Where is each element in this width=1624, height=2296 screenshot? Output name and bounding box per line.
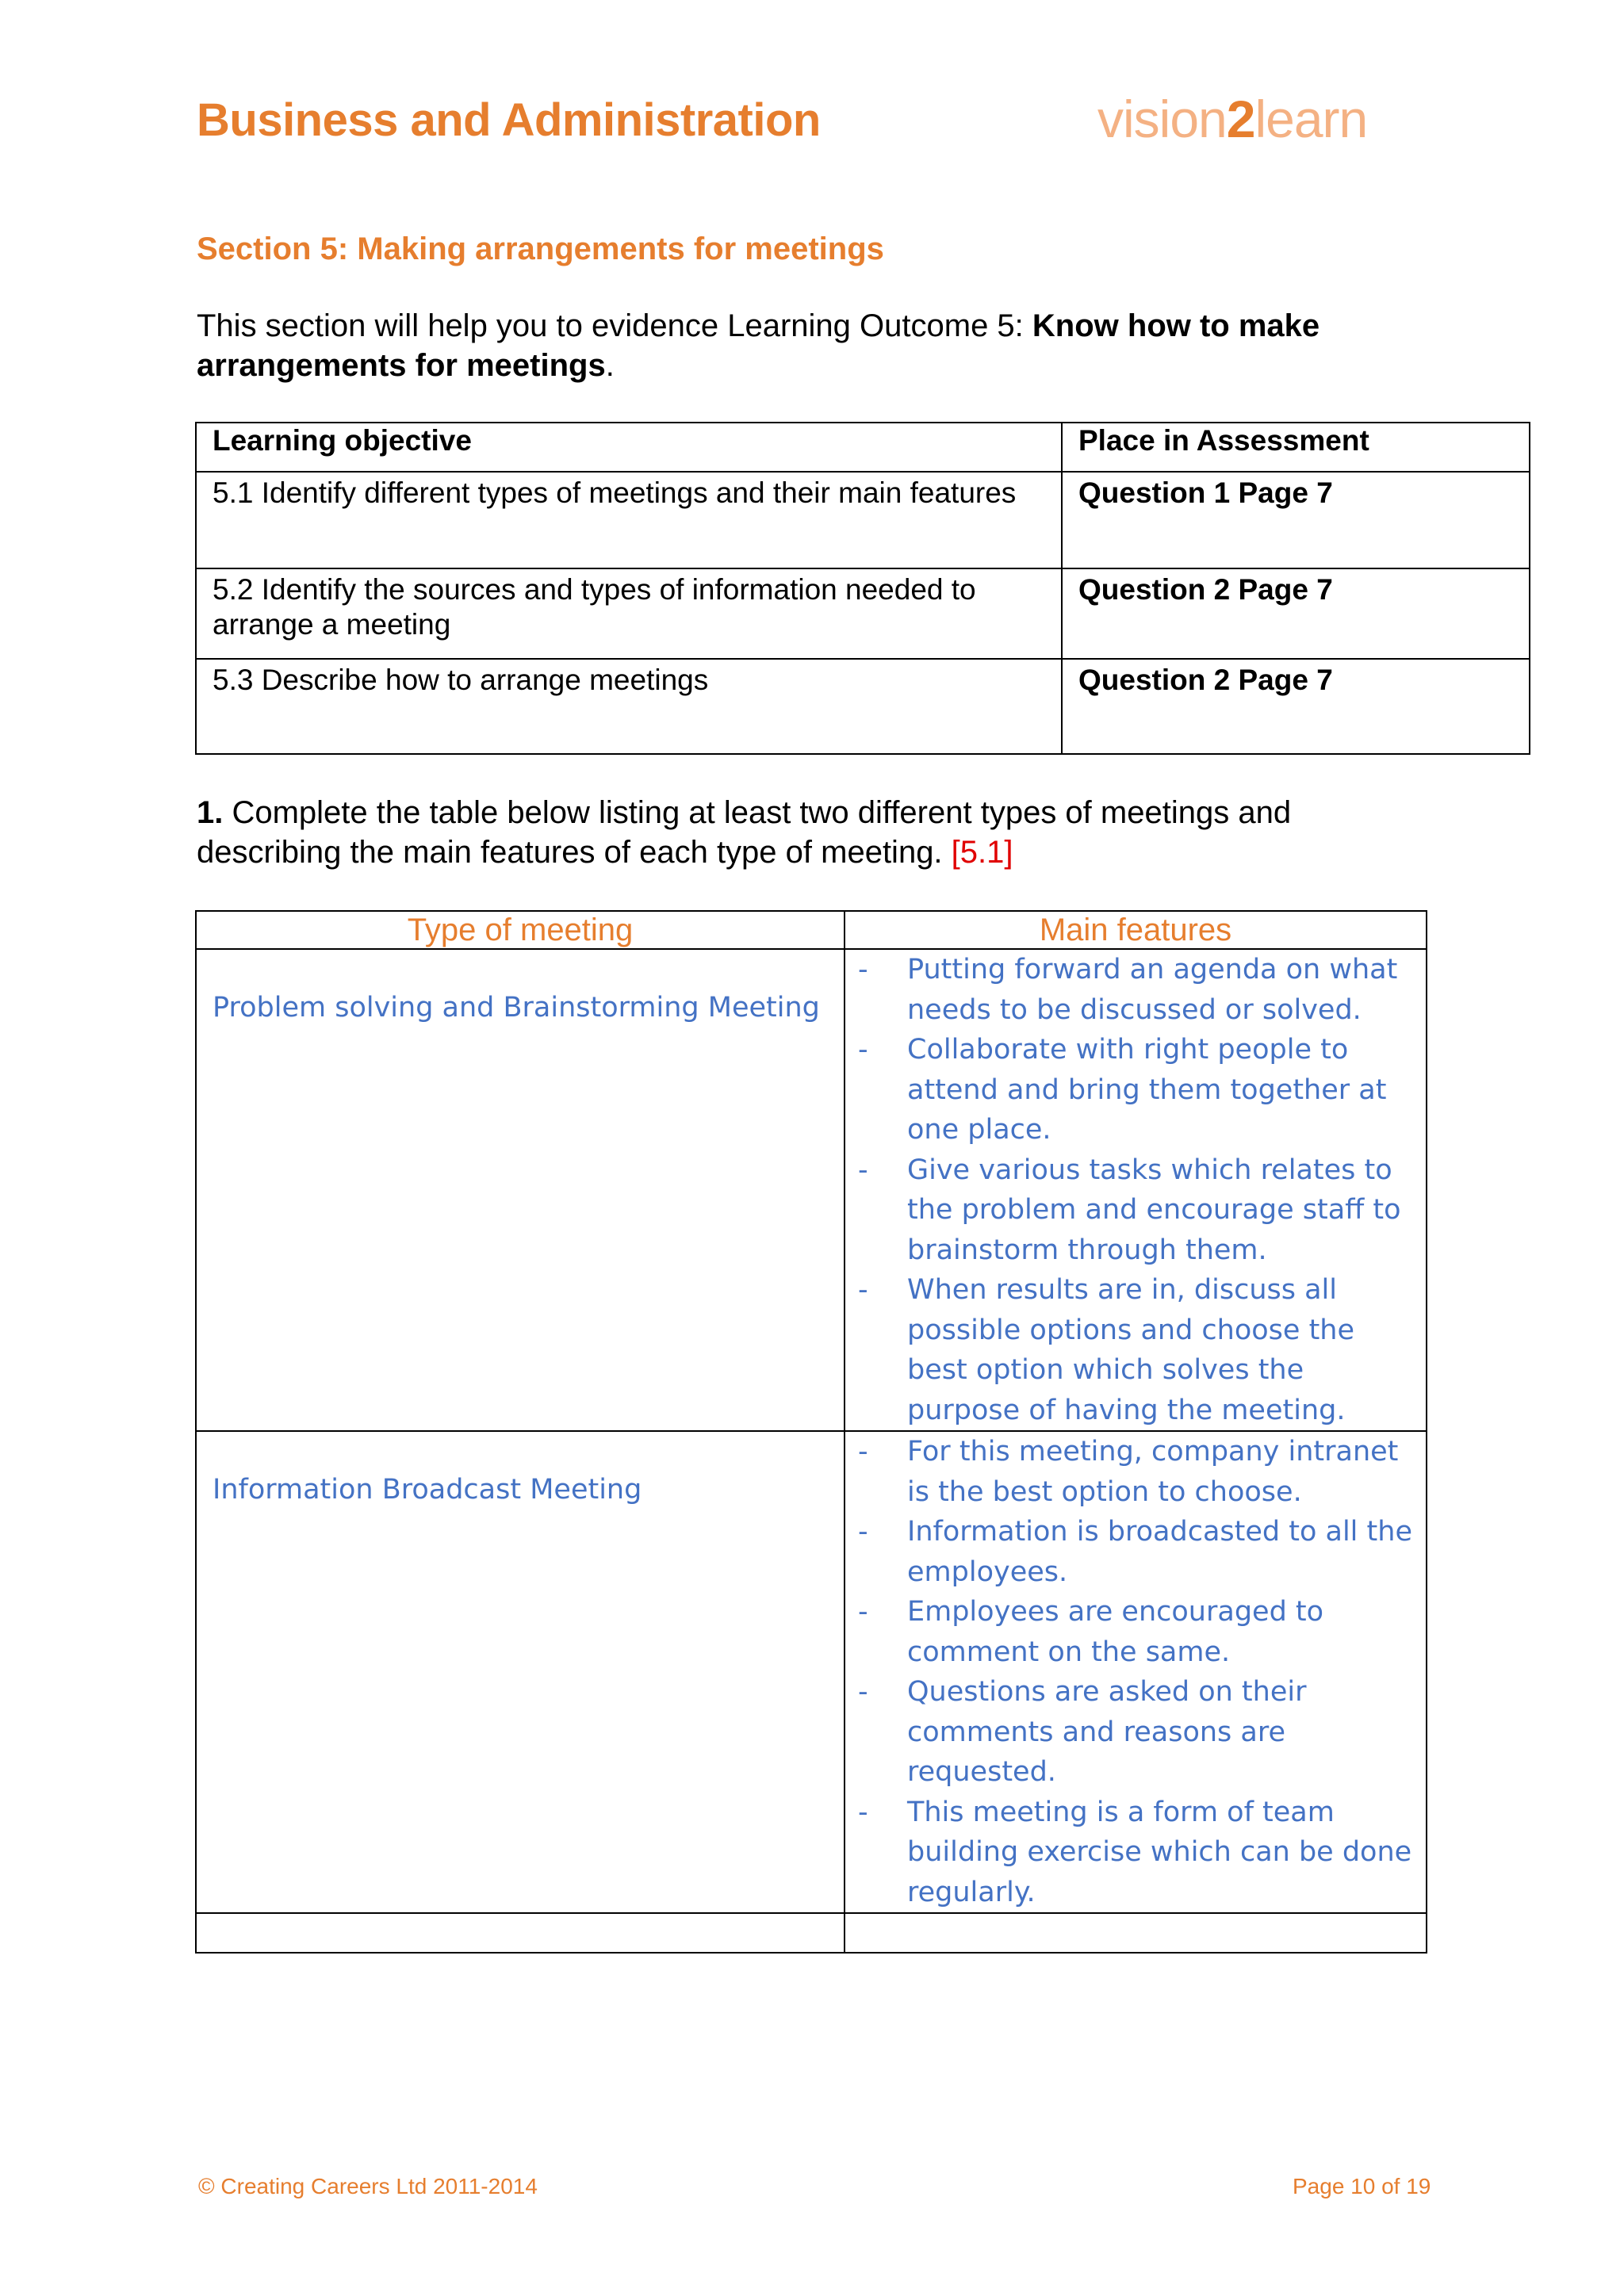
list-item <box>845 1270 1426 1430</box>
list-item <box>845 950 1426 1030</box>
meetings-table <box>195 910 1427 1954</box>
header-type-of-meeting: Type of meeting <box>196 911 845 949</box>
bullet-dash: - <box>858 1596 868 1628</box>
table-row <box>196 568 1530 659</box>
table-header-row <box>196 911 1427 949</box>
intro-end: . <box>605 348 615 383</box>
intro-paragraph <box>197 306 1402 385</box>
feature-text: Give various tasks which relates to the problem and encourage staff to brainstorm through them. <box>907 1154 1401 1266</box>
feature-text: For this meeting, company intranet is the best option to choose. <box>907 1436 1399 1508</box>
question-1 <box>197 793 1434 872</box>
features-cell <box>845 1431 1427 1913</box>
bullet-dash: - <box>858 1274 868 1306</box>
section-title: Section 5: Making arrangements for meetings <box>197 232 884 266</box>
intro-bold: Know how to make arrangements for meetings <box>197 308 1320 383</box>
objective-cell: 5.3 Describe how to arrange meetings <box>196 659 1062 754</box>
logo-text-2: 2 <box>1226 90 1255 148</box>
bullet-dash: - <box>858 954 868 985</box>
list-item <box>845 1512 1426 1592</box>
table-row <box>196 472 1530 568</box>
question-number: 1. <box>197 795 224 830</box>
meeting-type-cell: Problem solving and Brainstorming Meeting <box>196 949 845 1431</box>
bullet-dash: - <box>858 1034 868 1066</box>
meeting-type-cell: Information Broadcast Meeting <box>196 1431 845 1913</box>
list-item <box>845 1432 1426 1512</box>
features-cell <box>845 949 1427 1431</box>
feature-text: Putting forward an agenda on what needs to be discussed or solved. <box>907 954 1398 1026</box>
bullet-dash: - <box>858 1154 868 1186</box>
list-item <box>845 1592 1426 1672</box>
list-item <box>845 1030 1426 1150</box>
vision2learn-logo <box>1097 89 1367 149</box>
table-row <box>196 1431 1427 1913</box>
header-learning-objective: Learning objective <box>196 423 1062 472</box>
bullet-dash: - <box>858 1796 868 1828</box>
intro-text: This section will help you to evidence Learning Outcome 5: <box>197 308 1032 343</box>
place-cell: Question 2 Page 7 <box>1062 568 1530 659</box>
table-header-row <box>196 423 1530 472</box>
feature-text: Collaborate with right people to attend and bring them together at one place. <box>907 1034 1387 1146</box>
feature-text: This meeting is a form of team building exercise which can be done regularly. <box>907 1796 1412 1908</box>
question-reference: [5.1] <box>951 835 1013 870</box>
empty-cell[interactable] <box>196 1913 845 1953</box>
feature-text: Employees are encouraged to comment on the same. <box>907 1596 1324 1668</box>
objective-cell: 5.1 Identify different types of meetings and their main features <box>196 472 1062 568</box>
features-list <box>845 950 1426 1430</box>
features-list <box>845 1432 1426 1912</box>
bullet-dash: - <box>858 1676 868 1708</box>
feature-text: When results are in, discuss all possible options and choose the best option which solves the purpose of having the meeting. <box>907 1274 1355 1426</box>
feature-text: Information is broadcasted to all the employees. <box>907 1516 1412 1588</box>
list-item <box>845 1150 1426 1271</box>
table-row <box>196 949 1427 1431</box>
logo-text-vision: vision <box>1097 90 1227 148</box>
document-title: Business and Administration <box>197 94 821 146</box>
empty-cell[interactable] <box>845 1913 1427 1953</box>
list-item <box>845 1793 1426 1913</box>
objective-cell: 5.2 Identify the sources and types of information needed to arrange a meeting <box>196 568 1062 659</box>
question-text: Complete the table below listing at least two different types of meetings and describing the main features of each type of meeting. <box>197 795 1292 870</box>
footer-copyright: © Creating Careers Ltd 2011-2014 <box>198 2174 538 2198</box>
table-row <box>196 659 1530 754</box>
feature-text: Questions are asked on their comments and reasons are requested. <box>907 1676 1307 1788</box>
footer-page-number: Page 10 of 19 <box>1293 2174 1431 2198</box>
logo-text-learn: learn <box>1254 90 1368 148</box>
bullet-dash: - <box>858 1436 868 1468</box>
table-row-empty <box>196 1913 1427 1953</box>
list-item <box>845 1672 1426 1793</box>
place-cell: Question 2 Page 7 <box>1062 659 1530 754</box>
bullet-dash: - <box>858 1516 868 1548</box>
place-cell: Question 1 Page 7 <box>1062 472 1530 568</box>
header-place-in-assessment: Place in Assessment <box>1062 423 1530 472</box>
header-main-features: Main features <box>845 911 1427 949</box>
learning-objectives-table <box>195 422 1530 755</box>
